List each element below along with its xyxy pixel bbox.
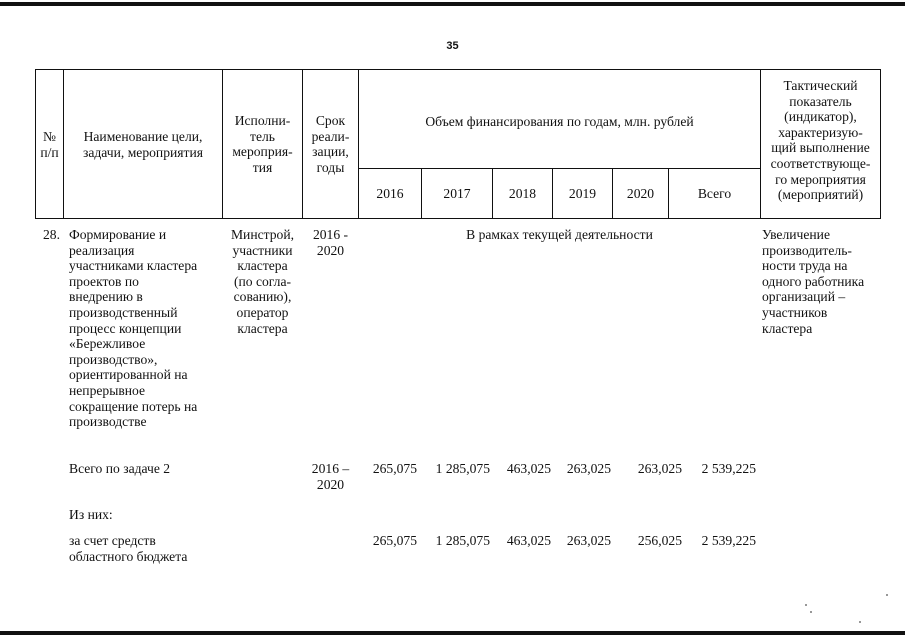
of-which-label: Из них:: [69, 507, 113, 522]
regional-label: за счет средств областного бюджета: [69, 533, 188, 564]
total-term: 2016 – 2020: [311, 461, 350, 492]
header-year-2016: 2016: [376, 186, 404, 201]
header-num: № п/п: [40, 129, 59, 160]
bottom-rule: [0, 631, 905, 635]
header-indicator: Тактический показатель (индикатор), характеризую- щий выполнение соответствующе- го мероприятия (мероприятий): [770, 78, 871, 203]
total-value-2020: 263,025: [637, 461, 682, 476]
header-name: Наименование цели, задачи, мероприятия: [82, 129, 203, 160]
total-value-2016: 265,075: [372, 461, 417, 476]
header-years-divider: [358, 168, 760, 169]
regional-value-sum: 2 539,225: [701, 533, 756, 548]
row28-term: 2016 - 2020: [312, 227, 349, 258]
top-rule: [0, 2, 905, 6]
header-year-2020: 2020: [626, 186, 655, 201]
total-label: Всего по задаче 2: [69, 461, 171, 476]
scan-speck: [805, 604, 807, 606]
scan-speck: [886, 594, 888, 596]
header-term: Срок реали- зации, годы: [311, 113, 350, 175]
header-year-2019: 2019: [568, 186, 597, 201]
header-top-border: [35, 69, 880, 70]
row28-funding-note: В рамках текущей деятельности: [466, 227, 653, 242]
header-executor: Исполни- тель мероприя- тия: [232, 113, 293, 175]
regional-value-2016: 265,075: [372, 533, 417, 548]
total-value-2018: 463,025: [506, 461, 551, 476]
row28-indicator: Увеличение производитель- ности труда на одного работника организаций – участников кластера: [762, 227, 865, 336]
header-year-2018: 2018: [508, 186, 537, 201]
scan-speck: [810, 611, 812, 613]
regional-value-2017: 1 285,075: [435, 533, 490, 548]
scan-speck: [859, 621, 861, 623]
regional-value-2019: 263,025: [566, 533, 611, 548]
total-value-sum: 2 539,225: [701, 461, 756, 476]
header-border-right: [880, 69, 881, 219]
page-number: 35: [446, 40, 459, 52]
row28-num: 28.: [43, 227, 60, 242]
header-bottom-border: [35, 218, 880, 219]
header-funding: Объем финансирования по годам, млн. рублей: [425, 114, 694, 129]
regional-value-2020: 256,025: [637, 533, 682, 548]
total-value-2019: 263,025: [566, 461, 611, 476]
header-year-2017: 2017: [443, 186, 471, 201]
row28-name: Формирование и реализация участниками кластера проектов по внедрению в производственный процесс концепции «Бережливое производство», ориентированной на непрерывное сокращение потерь на производстве: [69, 227, 198, 430]
header-year-total: Всего: [697, 186, 732, 201]
total-value-2017: 1 285,075: [435, 461, 490, 476]
regional-value-2018: 463,025: [506, 533, 551, 548]
row28-executor: Минстрой, участники кластера (по согла- сованию), оператор кластера: [230, 227, 295, 336]
